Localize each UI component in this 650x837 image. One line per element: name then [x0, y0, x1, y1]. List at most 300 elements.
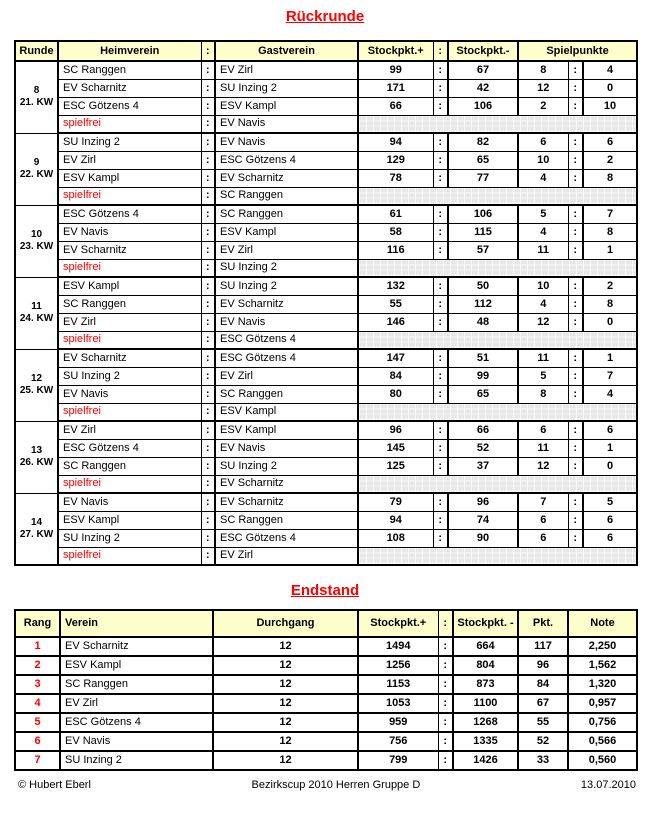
- home-club-cell: spielfrei: [58, 187, 201, 205]
- spielfrei-row: [15, 115, 637, 133]
- home-club-cell: ESV Kampl: [58, 169, 201, 187]
- home-club-cell: EV Navis: [58, 385, 201, 403]
- home-club-cell: EV Zirl: [58, 151, 201, 169]
- guest-club-cell: SU Inzing 2: [215, 259, 358, 277]
- stockpkt-plus-cell: 1153: [358, 675, 438, 694]
- guest-club-cell: ESC Götzens 4: [215, 349, 358, 367]
- stockpkt-plus-cell: 959: [358, 713, 438, 732]
- rank-cell: 4: [15, 694, 60, 713]
- header-endstand-colon: :: [438, 610, 453, 637]
- colon-cell: :: [201, 529, 215, 547]
- colon-cell: :: [201, 349, 215, 367]
- colon-cell: :: [568, 97, 583, 115]
- colon-cell: :: [201, 97, 215, 115]
- spielfrei-row: [15, 547, 637, 565]
- header-note: Note: [568, 610, 637, 637]
- header-durchgang: Durchgang: [213, 610, 358, 637]
- colon-cell: :: [433, 169, 448, 187]
- stockpkt-plus-cell: 108: [358, 529, 433, 547]
- stockpkt-minus-cell: 90: [448, 529, 518, 547]
- spielpunkte-home-cell: 6: [518, 529, 568, 547]
- colon-cell: :: [201, 223, 215, 241]
- colon-cell: :: [433, 151, 448, 169]
- colon-cell: :: [433, 277, 448, 295]
- home-club-cell: EV Zirl: [58, 421, 201, 439]
- club-cell: SU Inzing 2: [60, 751, 213, 770]
- standing-row: [15, 713, 637, 732]
- spielpunkte-home-cell: 7: [518, 493, 568, 511]
- club-cell: SC Ranggen: [60, 675, 213, 694]
- stockpkt-minus-cell: 1426: [453, 751, 518, 770]
- stockpkt-minus-cell: 82: [448, 133, 518, 151]
- stockpkt-plus-cell: 79: [358, 493, 433, 511]
- home-club-cell: SU Inzing 2: [58, 529, 201, 547]
- spielpunkte-home-cell: 11: [518, 439, 568, 457]
- note-cell: 2,250: [568, 637, 637, 656]
- round-cell: [15, 349, 58, 421]
- match-row: [15, 421, 637, 439]
- stockpkt-minus-cell: 57: [448, 241, 518, 259]
- header-spielpunkte: Spielpunkte: [518, 41, 637, 61]
- colon-cell: :: [201, 475, 215, 493]
- header-runde: Runde: [15, 41, 58, 61]
- guest-club-cell: ESC Götzens 4: [215, 529, 358, 547]
- rank-cell: 7: [15, 751, 60, 770]
- match-row: [15, 277, 637, 295]
- spielpunkte-guest-cell: 6: [583, 133, 637, 151]
- colon-cell: :: [433, 421, 448, 439]
- spielpunkte-home-cell: 4: [518, 295, 568, 313]
- round-week: 21. KW: [19, 97, 54, 109]
- guest-club-cell: ESV Kampl: [215, 403, 358, 421]
- colon-cell: :: [433, 349, 448, 367]
- stockpkt-plus-cell: 145: [358, 439, 433, 457]
- match-row: [15, 61, 637, 79]
- round-week: 22. KW: [19, 169, 54, 180]
- match-row: [15, 493, 637, 511]
- guest-club-cell: SC Ranggen: [215, 187, 358, 205]
- footer-author: © Hubert Eberl: [18, 779, 91, 791]
- spielpunkte-guest-cell: 2: [583, 151, 637, 169]
- stockpkt-plus-cell: 147: [358, 349, 433, 367]
- colon-cell: :: [433, 223, 448, 241]
- rueckrunde-table: [14, 40, 638, 566]
- guest-club-cell: SU Inzing 2: [215, 79, 358, 97]
- spielpunkte-home-cell: 12: [518, 313, 568, 331]
- stockpkt-minus-cell: 99: [448, 367, 518, 385]
- colon-cell: :: [433, 511, 448, 529]
- spielpunkte-home-cell: 5: [518, 367, 568, 385]
- spielpunkte-guest-cell: 2: [583, 277, 637, 295]
- colon-cell: :: [438, 694, 453, 713]
- colon-cell: :: [201, 313, 215, 331]
- round-number: 14: [30, 516, 43, 528]
- spielpunkte-home-cell: 12: [518, 79, 568, 97]
- stockpkt-plus-cell: 61: [358, 205, 433, 223]
- blocked-score-cell: [358, 475, 637, 493]
- round-week: 27. KW: [19, 528, 54, 540]
- stockpkt-plus-cell: 58: [358, 223, 433, 241]
- colon-cell: :: [201, 457, 215, 475]
- note-cell: 0,566: [568, 732, 637, 751]
- colon-cell: :: [568, 367, 583, 385]
- match-row: [15, 457, 637, 475]
- stockpkt-minus-cell: 873: [453, 675, 518, 694]
- colon-cell: :: [433, 493, 448, 511]
- home-club-cell: spielfrei: [58, 547, 201, 565]
- endstand-header-row: [15, 610, 637, 637]
- home-club-cell: ESC Götzens 4: [58, 97, 201, 115]
- spielfrei-row: [15, 475, 637, 493]
- rueckrunde-title: Rückrunde: [285, 8, 365, 25]
- colon-cell: :: [568, 295, 583, 313]
- stockpkt-minus-cell: 66: [448, 421, 518, 439]
- round-number: 13: [30, 445, 43, 456]
- round-cell: [15, 421, 58, 493]
- header-stockpkt-minus: Stockpkt.-: [448, 41, 518, 61]
- stockpkt-plus-cell: 125: [358, 457, 433, 475]
- stockpkt-minus-cell: 96: [448, 493, 518, 511]
- note-cell: 0,957: [568, 694, 637, 713]
- rueckrunde-header-row: [15, 41, 637, 61]
- stockpkt-minus-cell: 664: [453, 637, 518, 656]
- stockpkt-minus-cell: 37: [448, 457, 518, 475]
- match-row: [15, 367, 637, 385]
- guest-club-cell: ESV Kampl: [215, 223, 358, 241]
- header-colon-2: :: [433, 41, 448, 61]
- header-endstand-stockpkt-plus: Stockpkt.+: [358, 610, 438, 637]
- pkt-cell: 33: [518, 751, 568, 770]
- colon-cell: :: [201, 79, 215, 97]
- stockpkt-plus-cell: 799: [358, 751, 438, 770]
- colon-cell: :: [201, 205, 215, 223]
- spielpunkte-guest-cell: 6: [583, 421, 637, 439]
- stockpkt-minus-cell: 1268: [453, 713, 518, 732]
- standing-row: [15, 637, 637, 656]
- spielpunkte-guest-cell: 4: [583, 61, 637, 79]
- colon-cell: :: [568, 151, 583, 169]
- colon-cell: :: [201, 133, 215, 151]
- footer-date: 13.07.2010: [580, 779, 636, 791]
- header-rang: Rang: [15, 610, 60, 637]
- spielpunkte-home-cell: 2: [518, 97, 568, 115]
- guest-club-cell: ESV Kampl: [215, 97, 358, 115]
- stockpkt-plus-cell: 1494: [358, 637, 438, 656]
- standing-row: [15, 751, 637, 770]
- pkt-cell: 96: [518, 656, 568, 675]
- blocked-score-cell: [358, 403, 637, 421]
- round-cell: [15, 277, 58, 349]
- stockpkt-minus-cell: 1100: [453, 694, 518, 713]
- match-row: [15, 241, 637, 259]
- home-club-cell: spielfrei: [58, 259, 201, 277]
- colon-cell: :: [568, 133, 583, 151]
- spielpunkte-home-cell: 11: [518, 241, 568, 259]
- guest-club-cell: EV Scharnitz: [215, 169, 358, 187]
- club-cell: ESC Götzens 4: [60, 713, 213, 732]
- stockpkt-plus-cell: 129: [358, 151, 433, 169]
- durchgang-cell: 12: [213, 713, 358, 732]
- spielpunkte-guest-cell: 8: [583, 223, 637, 241]
- home-club-cell: EV Navis: [58, 223, 201, 241]
- guest-club-cell: SU Inzing 2: [215, 277, 358, 295]
- spielfrei-row: [15, 187, 637, 205]
- stockpkt-minus-cell: 112: [448, 295, 518, 313]
- stockpkt-plus-cell: 84: [358, 367, 433, 385]
- stockpkt-plus-cell: 80: [358, 385, 433, 403]
- stockpkt-minus-cell: 65: [448, 385, 518, 403]
- home-club-cell: EV Scharnitz: [58, 79, 201, 97]
- match-row: [15, 151, 637, 169]
- home-club-cell: EV Navis: [58, 493, 201, 511]
- colon-cell: :: [201, 439, 215, 457]
- stockpkt-plus-cell: 96: [358, 421, 433, 439]
- colon-cell: :: [568, 205, 583, 223]
- spielfrei-row: [15, 331, 637, 349]
- spielpunkte-home-cell: 12: [518, 457, 568, 475]
- round-week: 25. KW: [19, 385, 54, 396]
- round-cell: [15, 61, 58, 133]
- round-number: 11: [31, 301, 42, 312]
- spielpunkte-home-cell: 10: [518, 151, 568, 169]
- spielpunkte-guest-cell: 4: [583, 385, 637, 403]
- club-cell: EV Scharnitz: [60, 637, 213, 656]
- home-club-cell: SC Ranggen: [58, 61, 201, 79]
- round-week: 26. KW: [19, 457, 54, 468]
- round-cell: [15, 493, 58, 565]
- colon-cell: :: [201, 187, 215, 205]
- note-cell: 1,320: [568, 675, 637, 694]
- spielpunkte-guest-cell: 8: [583, 295, 637, 313]
- spielpunkte-home-cell: 6: [518, 133, 568, 151]
- spielpunkte-guest-cell: 0: [583, 79, 637, 97]
- spielpunkte-guest-cell: 5: [583, 493, 637, 511]
- endstand-title: Endstand: [290, 582, 360, 599]
- spielpunkte-guest-cell: 0: [583, 313, 637, 331]
- guest-club-cell: EV Zirl: [215, 367, 358, 385]
- header-pkt: Pkt.: [518, 610, 568, 637]
- stockpkt-minus-cell: 51: [448, 349, 518, 367]
- stockpkt-minus-cell: 77: [448, 169, 518, 187]
- match-row: [15, 169, 637, 187]
- colon-cell: :: [201, 547, 215, 565]
- guest-club-cell: SU Inzing 2: [215, 457, 358, 475]
- durchgang-cell: 12: [213, 675, 358, 694]
- stockpkt-plus-cell: 55: [358, 295, 433, 313]
- guest-club-cell: EV Navis: [215, 313, 358, 331]
- header-verein: Verein: [60, 610, 213, 637]
- colon-cell: :: [201, 367, 215, 385]
- guest-club-cell: EV Zirl: [215, 547, 358, 565]
- home-club-cell: SU Inzing 2: [58, 367, 201, 385]
- stockpkt-plus-cell: 78: [358, 169, 433, 187]
- colon-cell: :: [201, 385, 215, 403]
- header-stockpkt-plus: Stockpkt.+: [358, 41, 433, 61]
- guest-club-cell: EV Scharnitz: [215, 295, 358, 313]
- colon-cell: :: [568, 61, 583, 79]
- colon-cell: :: [433, 439, 448, 457]
- home-club-cell: EV Zirl: [58, 313, 201, 331]
- rueckrunde-body: [15, 61, 637, 565]
- colon-cell: :: [201, 277, 215, 295]
- home-club-cell: EV Scharnitz: [58, 241, 201, 259]
- colon-cell: :: [568, 493, 583, 511]
- colon-cell: :: [568, 313, 583, 331]
- spielpunkte-guest-cell: 10: [583, 97, 637, 115]
- colon-cell: :: [201, 151, 215, 169]
- spielpunkte-guest-cell: 1: [583, 439, 637, 457]
- spielpunkte-guest-cell: 1: [583, 241, 637, 259]
- colon-cell: :: [433, 61, 448, 79]
- colon-cell: :: [201, 511, 215, 529]
- colon-cell: :: [438, 751, 453, 770]
- colon-cell: :: [568, 511, 583, 529]
- spielpunkte-guest-cell: 6: [583, 529, 637, 547]
- stockpkt-plus-cell: 132: [358, 277, 433, 295]
- stockpkt-minus-cell: 50: [448, 277, 518, 295]
- colon-cell: :: [201, 421, 215, 439]
- spielpunkte-home-cell: 6: [518, 511, 568, 529]
- home-club-cell: EV Scharnitz: [58, 349, 201, 367]
- header-endstand-stockpkt-minus: Stockpkt. -: [453, 610, 518, 637]
- blocked-score-cell: [358, 187, 637, 205]
- colon-cell: :: [568, 349, 583, 367]
- standing-row: [15, 732, 637, 751]
- colon-cell: :: [433, 385, 448, 403]
- note-cell: 0,560: [568, 751, 637, 770]
- stockpkt-plus-cell: 116: [358, 241, 433, 259]
- stockpkt-plus-cell: 99: [358, 61, 433, 79]
- standing-row: [15, 694, 637, 713]
- guest-club-cell: EV Scharnitz: [215, 475, 358, 493]
- match-row: [15, 529, 637, 547]
- durchgang-cell: 12: [213, 732, 358, 751]
- stockpkt-minus-cell: 804: [453, 656, 518, 675]
- round-cell: [15, 133, 58, 205]
- colon-cell: :: [433, 133, 448, 151]
- home-club-cell: spielfrei: [58, 403, 201, 421]
- header-heimverein: Heimverein: [58, 41, 201, 61]
- spielpunkte-guest-cell: 0: [583, 457, 637, 475]
- guest-club-cell: ESV Kampl: [215, 421, 358, 439]
- match-row: [15, 313, 637, 331]
- colon-cell: :: [201, 493, 215, 511]
- match-row: [15, 295, 637, 313]
- home-club-cell: ESV Kampl: [58, 277, 201, 295]
- round-week: 24. KW: [19, 313, 54, 324]
- durchgang-cell: 12: [213, 637, 358, 656]
- pkt-cell: 84: [518, 675, 568, 694]
- home-club-cell: SU Inzing 2: [58, 133, 201, 151]
- stockpkt-plus-cell: 171: [358, 79, 433, 97]
- stockpkt-minus-cell: 67: [448, 61, 518, 79]
- header-colon-1: :: [201, 41, 215, 61]
- blocked-score-cell: [358, 331, 637, 349]
- guest-club-cell: ESC Götzens 4: [215, 151, 358, 169]
- guest-club-cell: SC Ranggen: [215, 205, 358, 223]
- home-club-cell: ESC Götzens 4: [58, 205, 201, 223]
- blocked-score-cell: [358, 547, 637, 565]
- stockpkt-minus-cell: 65: [448, 151, 518, 169]
- spielpunkte-home-cell: 8: [518, 385, 568, 403]
- rank-cell: 5: [15, 713, 60, 732]
- colon-cell: :: [438, 732, 453, 751]
- pkt-cell: 52: [518, 732, 568, 751]
- match-row: [15, 349, 637, 367]
- colon-cell: :: [201, 331, 215, 349]
- round-number: 12: [30, 373, 43, 384]
- colon-cell: :: [201, 115, 215, 133]
- stockpkt-plus-cell: 1256: [358, 656, 438, 675]
- standing-row: [15, 675, 637, 694]
- spielpunkte-guest-cell: 8: [583, 169, 637, 187]
- guest-club-cell: ESC Götzens 4: [215, 331, 358, 349]
- club-cell: ESV Kampl: [60, 656, 213, 675]
- guest-club-cell: EV Scharnitz: [215, 493, 358, 511]
- home-club-cell: spielfrei: [58, 331, 201, 349]
- stockpkt-plus-cell: 756: [358, 732, 438, 751]
- colon-cell: :: [568, 439, 583, 457]
- match-row: [15, 97, 637, 115]
- spielpunkte-home-cell: 10: [518, 277, 568, 295]
- colon-cell: :: [568, 529, 583, 547]
- colon-cell: :: [568, 79, 583, 97]
- stockpkt-plus-cell: 1053: [358, 694, 438, 713]
- spielpunkte-home-cell: 5: [518, 205, 568, 223]
- pkt-cell: 117: [518, 637, 568, 656]
- match-row: [15, 385, 637, 403]
- colon-cell: :: [433, 457, 448, 475]
- endstand-body: [15, 637, 637, 770]
- colon-cell: :: [438, 637, 453, 656]
- rank-cell: 2: [15, 656, 60, 675]
- rank-cell: 6: [15, 732, 60, 751]
- rank-cell: 1: [15, 637, 60, 656]
- home-club-cell: SC Ranggen: [58, 295, 201, 313]
- guest-club-cell: SC Ranggen: [215, 511, 358, 529]
- durchgang-cell: 12: [213, 751, 358, 770]
- colon-cell: :: [433, 97, 448, 115]
- round-number: 8: [33, 85, 40, 97]
- colon-cell: :: [433, 79, 448, 97]
- spielpunkte-home-cell: 11: [518, 349, 568, 367]
- colon-cell: :: [433, 241, 448, 259]
- stockpkt-minus-cell: 52: [448, 439, 518, 457]
- home-club-cell: ESV Kampl: [58, 511, 201, 529]
- guest-club-cell: EV Navis: [215, 439, 358, 457]
- colon-cell: :: [201, 61, 215, 79]
- colon-cell: :: [568, 277, 583, 295]
- round-number: 9: [33, 157, 40, 168]
- colon-cell: :: [433, 295, 448, 313]
- home-club-cell: SC Ranggen: [58, 457, 201, 475]
- stockpkt-minus-cell: 48: [448, 313, 518, 331]
- spielpunkte-home-cell: 8: [518, 61, 568, 79]
- guest-club-cell: EV Navis: [215, 115, 358, 133]
- stockpkt-minus-cell: 1335: [453, 732, 518, 751]
- rank-cell: 3: [15, 675, 60, 694]
- spielpunkte-guest-cell: 6: [583, 511, 637, 529]
- spielpunkte-home-cell: 4: [518, 169, 568, 187]
- endstand-table: [14, 609, 638, 771]
- blocked-score-cell: [358, 115, 637, 133]
- durchgang-cell: 12: [213, 656, 358, 675]
- blocked-score-cell: [358, 259, 637, 277]
- stockpkt-minus-cell: 74: [448, 511, 518, 529]
- durchgang-cell: 12: [213, 694, 358, 713]
- match-row: [15, 511, 637, 529]
- stockpkt-minus-cell: 106: [448, 205, 518, 223]
